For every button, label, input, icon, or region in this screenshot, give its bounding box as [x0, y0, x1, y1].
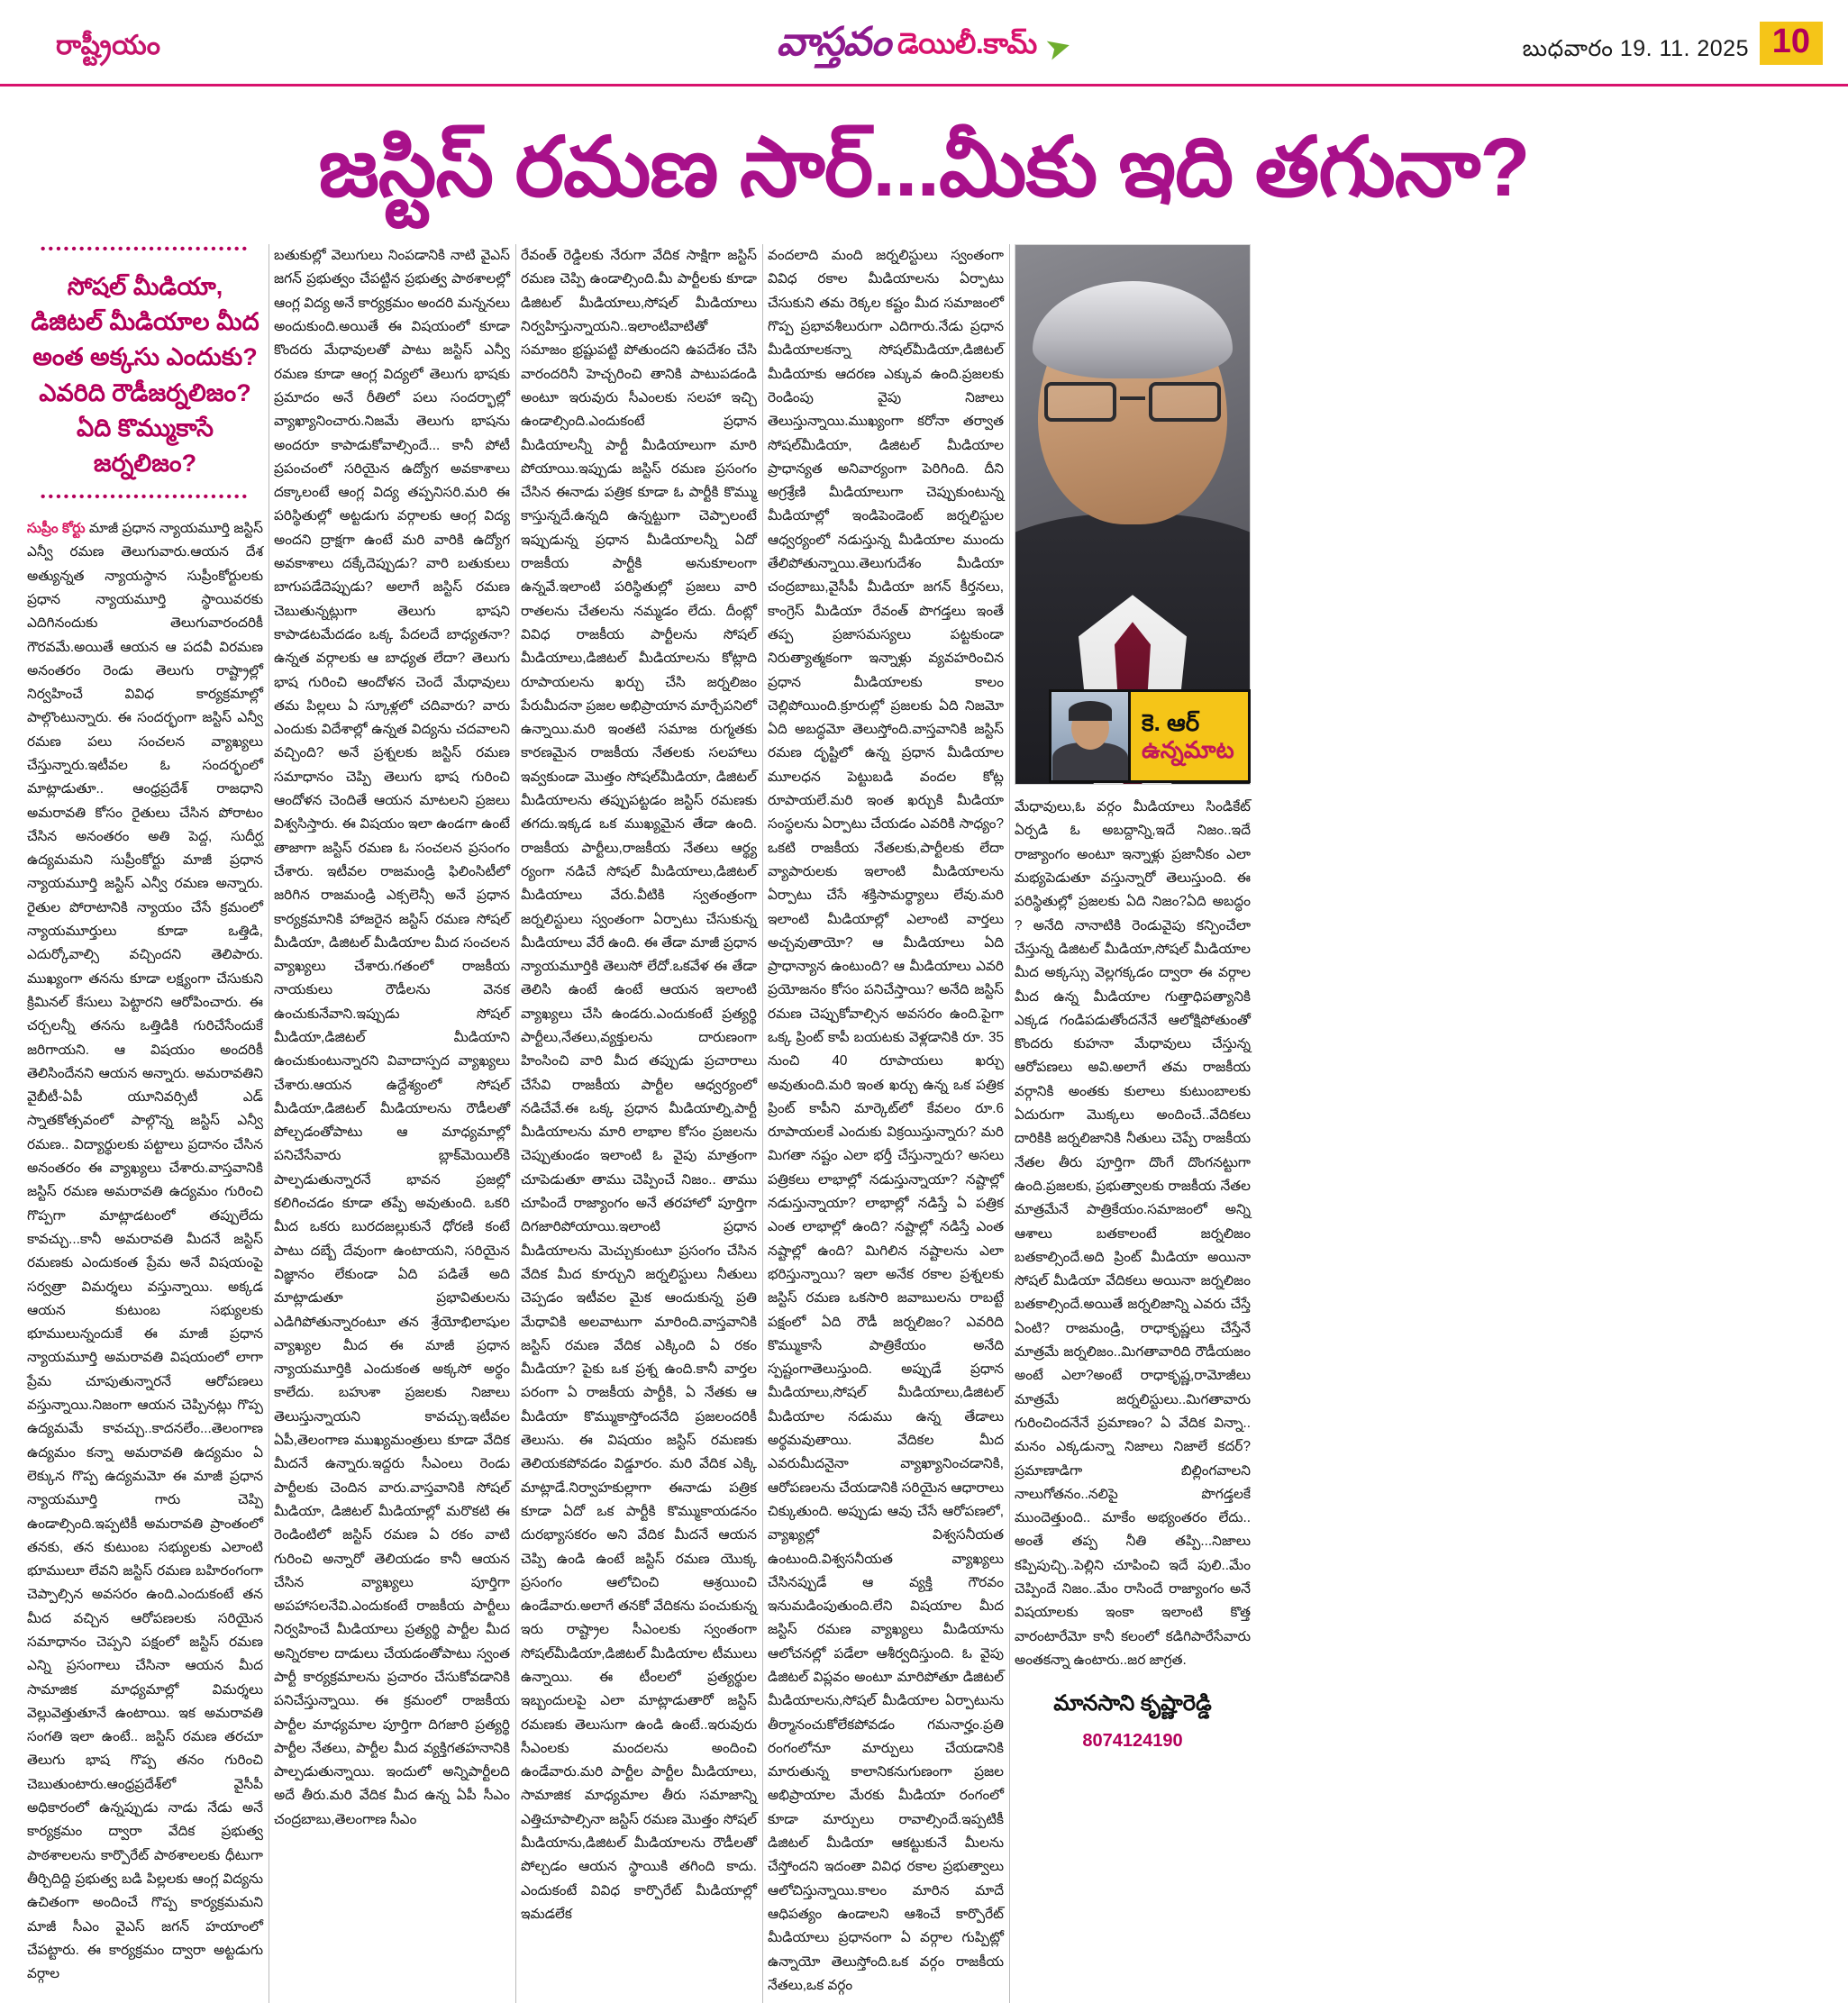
article-column-2 — [274, 244, 510, 2003]
column-1-text — [27, 517, 263, 1986]
portrait-figure — [1015, 244, 1251, 785]
column-divider-2 — [515, 244, 516, 2003]
deck-line-1: సోషల్ మీడియా, — [67, 273, 223, 301]
deck-dots-top: ••••••••••••••••••••••••••• — [40, 244, 250, 258]
column-3-body: రేవంత్ రెడ్డిలకు నేరుగా వేదిక సాక్షిగా జస్టిస్ రమణ చెప్పి ఉండాల్సింది.మీ పార్టీలకు కూడా డిజిటల్ మీడియాలు,సోషల్ మీడియాలు నిర్వహిస్తున్నాయని..ఇలాంటివాటితో సమాజం భ్రష్టుపట్టి పోతుందని ఉపదేశం చేసి వారందరినీ హెచ్చరించి తానికి పాటుపడండి అంటూ ఇరువురు సీఎంలకు సలహా ఇచ్చి ఉండాల్సింది.ఎందుకంటే ప్రధాన మీడియాలన్నీ పార్టీ మీడియాలుగా మారి పోయాయి.ఇప్పుడు జస్టిస్ రమణ ప్రసంగం చేసిన ఈనాడు పత్రిక కూడా ఓ పార్టీకి కొమ్ము కాస్తున్నదే.ఉన్నది ఉన్నట్టుగా చెప్పాలంటే ఇప్పుడున్న ప్రధాన మీడియాలన్నీ ఏదో రాజకీయ పార్టీకి అనుకూలంగా ఉన్నవే.ఇలాంటి పరిస్థితుల్లో ప్రజలు వారి రాతలను చేతలను నమ్మడం లేదు. దీంట్లో వివిధ రాజకీయ పార్టీలను సోషల్ మీడియాలు,డిజిటల్ మీడియాలను కోట్లాది రూపాయలను ఖర్చు చేసి జర్నలిజం పేరుమీదనా ప్రజల అభిప్రాయాన మార్చేపనిలో ఉన్నాయి.మరి ఇంతటి సమాజ రుగ్మతకు కారణమైన రాజకీయ నేతలకు సలహాలు ఇవ్వకుండా మొత్తం సోషల్‌మీడియా, డిజిటల్ మీడియాలను తప్పుపట్టడం జస్టిస్ రమణకు తగదు.ఇక్కడ ఒక ముఖ్యమైన తేడా ఉంది. రాజకీయ పార్టీలు,రాజకీయ నేతలు ఆర్థ్య ర్యంగా నడిచే సోషల్ మీడియాలు,డిజిటల్ మీడియాలు వేరు.వీటికి స్వతంత్రంగా జర్నలిస్టులు స్వంతంగా ఏర్పాటు చేసుకున్న మీడియాలు వేరే ఉంది. ఈ తేడా మాజీ ప్రధాన న్యాయమూర్తికి తెలుసో లేదో.ఒకవేళ ఈ తేడా తెలిసి ఉంటే ఉంటే ఆయన ఇలాంటి వ్యాఖ్యలు చేసి ఉండరు.ఎందుకంటే ప్రత్యర్థి పార్టీలు,నేతలు,వ్యక్తులను దారుణంగా హింసించి వారి మీద తప్పుడు ప్రచారాలు చేసేవి రాజకీయ పార్టీల ఆధ్వర్యంలో నడిచేవే.ఈ ఒక్క ప్రధాన మీడియాల్ని,పార్టీ మీడియాలను మారి లాభాల కోసం ప్రజలను చెప్పుతుండం ఇలాంటి ఓ వైపు మాత్రంగా చూపెడుతూ తాము చెప్పించే నిజం.. తాము చూపిందే రాజ్యాంగం అనే తరహాలో పూర్తిగా దిగజారిపోయాయి.ఇలాంటి ప్రధాన మీడియాలను మెచ్చుకుంటూ ప్రసంగం చేసిన వేదిక మీద కూర్చుని జర్నలిస్టులు నీతులు చెప్పడం ఇటీవల మైక ఆందుకున్న ప్రతి మేధావికి అలవాటుగా మారింది.వాస్తవానికి జస్టిస్ రమణ వేదిక ఎక్కింది ఏ రకం మీడియా? పైకు ఒక ప్రశ్న ఉంది.కానీ వార్తల పరంగా ఏ రాజకీయ పార్టీకి, ఏ నేతకు ఆ మీడియా కొమ్ముకాస్తోందనేది ప్రజలందరికీ తెలుసు. ఈ విషయం జస్టిస్ రమణకు తెలియకపోవడం విడ్డూరం. మరి వేదిక ఎక్కి మాట్లాడే.నిర్వాహకుల్లాగా ఈనాడు పత్రిక కూడా ఏదో ఒక పార్టీకి కొమ్ముకాయడనం దురభ్యాసకరం అని వేదిక మీదనే ఆయన చెప్పి ఉండి ఉంటే జస్టిస్ రమణ యొక్క ప్రసంగం ఆలోచించి ఆశ్రయించి ఉండేవారు.అలాగే తనకో వేదికను పంచుకున్న ఇరు రాష్ట్రాల సీఎంలకు స్వంతంగా సోషల్‌మీడియా,డిజిటల్ మీడియాల టీములు ఉన్నాయి. ఈ టీంలలో ప్రత్యర్థుల ఇబ్బందులపై ఎలా మాట్లాడుతారో జస్టిస్ రమణకు తెలుసుగా ఉండి ఉంటే..ఇరువురు సీఎంలకు మందలను అందించి ఉండేవారు.మరి పార్టీల పార్టీల మీడియాలు, సామాజిక మాధ్యమాల తీరు సమాజాన్ని ఎత్తిచూపాల్సినా జస్టిస్ రమణ మొత్తం సోషల్ మీడియాను,డిజిటల్ మీడియాలను రౌడీలతో పోల్చడం ఆయన స్థాయికి తగింది కాదు. ఎందుకంటే వివిధ కార్పొరేట్ మీడియాల్లో ఇమడలేక — [521, 248, 757, 1922]
deck-line-4: ఎవరిది రౌడీజర్నలిజం? — [39, 378, 251, 406]
column-5-body: మేధావులు,ఓ వర్గం మీడియాలు సిండికేట్ ఏర్పడి ఓ అబద్దాన్ని,ఇదే నిజం..ఇదే రాజ్యాంగం అంటూ ఇన్నాళ్లు ప్రజానీకం ఎలా మభ్యపెడుతూ వస్తున్నారో తెలుస్తుంది. ఈ పరిస్థితుల్లో ప్రజలకు ఏది నిజం?ఏది అబద్ధం ? అనేది నానాటికి రెండువైపు కన్పించేలా చేస్తున్న డిజిటల్ మీడియా,సోషల్ మీడియాల మీద అక్కస్సు వెల్లగక్కడం ద్వారా ఈ వర్గాల మీద ఉన్న మీడియాల గుత్తాధిపత్యానికి ఎక్కడ గండిపడుతోందనేనే ఆలోక్షిపోతుంతో కొందరు కుహనా మేధావులు చేస్తున్న ఆరోపణలు అవి.అలాగే తమ రాజకీయ వర్గానికి అంతకు కులాలు కుటుంబాలకు ఏదురుగా మొక్కలు అందించే..వేదికలు దారికికి జర్నలిజానికి నీతులు చెప్పే రాజకీయ నేతల తీరు పూర్తిగా దొంగే దొంగనట్టుగా ఉంది.ప్రజలకు, ప్రభుత్వాలకు రాజకీయ నేతల మాత్రమేనే పాత్రికేయం.సమాజంలో అన్ని ఆశాలు బతకాలంటే జర్నలిజం బతకాల్సిందే.అది ప్రింట్ మీడియా అయినా సోషల్ మీడియా వేదికలు అయినా జర్నలిజం బతకాల్సిందే.అయితే జర్నలిజాన్ని ఎవరు చేస్తే ఏంటి? రాజమండ్రి, రాధాకృష్ణలు చేస్తేనే మాత్రమే జర్నలిజం..మిగతావారిది రౌడీయజం అంటే ఎలా?అంటే రాధాకృష్ణ,రామోజీలు మాత్రమే జర్నలిస్టులు..మిగతావారు గురించిందనేనే ప్రమాణం? ఏ వేదిక విన్నా.. మనం ఎక్కడున్నా నిజాలు నిజాలే కదర్? ప్రమాణాడిగా బిల్లింగవాలని నాలుగోతనం..నలిపై పొగడ్తలకే ముందెత్తుంది.. మాకేం అభ్యంతరం లేదు.. అంతే తప్ప నీతి తప్పి...నిజాలు కప్పిపుచ్చి..పెల్లిని చూపించి ఇదే పులి..మేం చెప్పిందే నిజం..మేం రాసిందే రాజ్యాంగం అనే విషయాలకు ఇంకా ఇలాంటి కొత్త వారంటారేమో కానీ కలంలో కడిగిపారేసేవారు అంతకన్నా ఉంటారు..జర జాగ్రత. — [1015, 799, 1251, 1668]
columnist-avatar — [1051, 692, 1131, 780]
bird-icon: ➤ — [1042, 27, 1076, 68]
author-signoff — [1015, 1685, 1251, 1757]
masthead — [0, 0, 1848, 86]
page-number: 10 — [1760, 22, 1823, 65]
columnist-badge-subtitle: ఉన్నమాట — [1142, 736, 1234, 764]
author-phone: 8074124190 — [1082, 1731, 1183, 1752]
avatar-hair — [1069, 701, 1112, 721]
glasses-icon — [1044, 382, 1221, 422]
site-logo[interactable] — [776, 20, 1076, 75]
logo-secondary-text: డెయిలీ.కామ్ — [897, 27, 1037, 59]
columnist-badge-name: కె. ఆర్ — [1142, 708, 1200, 736]
page-title: జస్టిస్ రమణ సార్...మీకు ఇది తగునా? — [318, 122, 1530, 214]
article-column-1 — [27, 244, 263, 2003]
article-body — [0, 228, 1848, 2003]
columnist-badge — [1049, 689, 1251, 783]
article-column-4 — [768, 244, 1004, 2003]
author-name: మానసాని కృష్ణారెడ్డి — [1053, 1691, 1212, 1716]
article-deck — [27, 269, 263, 481]
publication-date: బుధవారం 19. 11. 2025 — [1522, 36, 1749, 61]
columnist-badge-text — [1131, 692, 1248, 780]
column-divider-4 — [1009, 244, 1010, 2003]
article-column-5 — [1015, 244, 1251, 2003]
glasses-left-lens — [1044, 382, 1116, 422]
column-divider-3 — [762, 244, 763, 2003]
deck-line-2: డిజిటల్ మీడియాల మీద — [31, 308, 259, 336]
masthead-section: రాష్ట్రీయం — [56, 31, 161, 60]
column-1-body: మాజీ ప్రధాన న్యాయమూర్తి జస్టిస్ ఎన్వీ రమణ తెలుగువారు.ఆయన దేశ అత్యున్నత న్యాయస్థాన సుప్రీంకోర్టులకు ప్రధాన న్యాయమూర్తి స్థాయివరకు ఎదిగినందుకు తెలుగువారందరికీ గౌరవమే.అయితే ఆయన ఆ పదవీ విరమణ అనంతరం రెండు తెలుగు రాష్ట్రాల్లో నిర్వహించే వివిధ కార్యక్రమాల్లో పాల్గొంటున్నారు. ఈ సందర్భంగా జస్టిస్ ఎన్వీ రమణ పలు సంచలన వ్యాఖ్యలు చేస్తున్నారు.ఇటీవల ఓ సందర్భంలో మాట్లాడుతూ.. ఆంధ్రప్రదేశ్ రాజధాని అమరావతి కోసం రైతులు చేసిన పోరాటం చేసిన అనంతరం అతి పెద్ద, సుదీర్ఘ ఉద్యమమని సుప్రీంకోర్టు మాజీ ప్రధాన న్యాయమూర్తి జస్టిస్ ఎన్వీ రమణ అన్నారు. రైతుల పోరాటానికి న్యాయం చేసే క్రమంలో న్యాయమూర్తులు కూడా ఒత్తిడి, ఎదుర్కోవాల్సి వచ్చిందని తెలిపారు. ముఖ్యంగా తనను కూడా లక్ష్యంగా చేసుకుని క్రిమినల్ కేసులు పెట్టారని ఆరోపించారు. ఈ చర్చలన్నీ తనను ఒత్తిడికి గురిచేసేందుకే జరిగాయని. ఆ విష‌యం అందరికీ తెలిసిందేనని ఆయన అన్నారు. అమరావతిని వైబీటీ-ఏపీ యూనివర్సిటీ ఎడ్ స్నాతకోత్సవంలో పాల్గొన్న జస్టిస్ ఎన్వీ రమణ.. విద్యార్థులకు పట్టాలు ప్రదానం చేసిన అనంతరం ఈ వ్యాఖ్యలు చేశారు.వాస్తవానికి జస్టిస్ రమణ అమరావతి ఉద్యమం గురించి గొప్పగా మాట్లాడటంలో తప్పులేదు కావచ్చు...కానీ అమరావతి మీదనే జస్టిస్ రమణకు ఎందుకంత ప్రేమ అనే విషయంపై సర్వత్రా విమర్శలు వస్తున్నాయి. అక్కడ ఆయన కుటుంబ సభ్యులకు భూములున్నందుకే ఈ మాజీ ప్రధాన న్యాయమూర్తి అమరావతి విషయంలో లాగా ప్రేమ చూపుతున్నారనే ఆరోపణలు వస్తున్నాయి.నిజంగా ఆయన చెప్పినట్లు గొప్ప ఉద్యమమే కావచ్చు..కాదనలేం...తెలంగాణ ఉద్యమం కన్నా అమరావతి ఉద్యమం ఏ లెక్కున గొప్ప ఉద్యమమో ఈ మాజీ ప్రధాన న్యాయమూర్తి గారు చెప్పి ఉండాల్సింది.ఇప్పటికీ అమరావతి ప్రాంతంలో తనకు, తన కుటుంబ సభ్యులకు ఎలాంటి భూములూ లేవని జస్టిస్ రమణ బహిరంగంగా చెప్పాల్సిన అవసరం ఉంది.ఎందుకంటే తన మీద వచ్చిన ఆరోపణలకు సరియైన సమాధానం చెప్పని పక్షంలో జస్టిస్ రమణ ఎన్ని ప్రసంగాలు చేసినా ఆయన మీద సామాజిక మాధ్యమాల్లో విమర్శలు వెల్లువెత్తుతూనే ఉంటాయి. ఇక అమరావతి సంగతి ఇలా ఉంటే.. జస్టిస్ రమణ తరచూ తెలుగు భాష గొప్ప తనం గురించి చెబుతుంటారు.ఆంధ్రప్రదేశ్‌లో వైసీపీ అధికారంలో ఉన్నప్పుడు నాడు నేడు అనే కార్యక్రమం ద్వారా వేదిక ప్రభుత్వ పాఠశాలలను కార్పొరేట్ పాఠశాలలకు ధీటుగా తీర్చిదిద్ది ప్రభుత్వ బడి పిల్లలకు ఆంగ్ల విద్యను ఉచితంగా అందించే గొప్ప కార్యక్రమమని మాజీ సీఎం వైఎస్ జగన్ హయాంలో చేపట్టారు. ఈ కార్యక్రమం ద్వారా అట్టడుగు వర్గాల — [27, 521, 263, 1982]
deck-line-3: అంత అక్కసు ఎందుకు? — [32, 343, 258, 371]
article-column-3 — [521, 244, 757, 2003]
lead-in-text: సుప్రీం కోర్టు — [27, 521, 86, 537]
column-4-body: వందలాది మంది జర్నలిస్టులు స్వంతంగా వివిధ రకాల మీడియాలను ఏర్పాటు చేసుకుని తమ రెక్కల కష్టం మీద సమాజంలో గొప్ప ప్రభావశీలురుగా ఎదిగారు.నేడు ప్రధాన మీడియాలకన్నా సోషల్‌మీడియా,డిజిటల్ మీడియాకు ఆదరణ ఎక్కువ ఉంది.ప్రజలకు రెండింపు వైపు నిజాలు తెలుస్తున్నాయి.ముఖ్యంగా కరోనా తర్వాత సోషల్‌మీడియా, డిజిటల్ మీడియాల ప్రాధాన్యత అనివార్యంగా పెరిగింది. దీని అగ్రశ్రేణి మీడియాలుగా చెప్పుకుంటున్న మీడియాల్లో ఇండిపెండెంట్ జర్నలిస్టుల ఆధ్వర్యంలో నడుస్తున్న మీడియాల ముందు తేలిపోతున్నాయి.తెలుగుదేశం మీడియా చంద్రబాబు,వైసీపీ మీడియా జగన్ కీర్తనలు, కాంగ్రెస్ మీడియా రేవంత్ పొగడ్తలు ఇంతే తప్ప ప్రజాసమస్యలు పట్టకుండా నిరుత్యాత్మకంగా ఇన్నాళ్లు వ్యవహరించిన ప్రధాన మీడియాలకు కాలం చెల్లిపోయింది.క్రూరుల్లో ప్రజలకు ఏది నిజమో ఏది అబద్ధమో తెలుస్తోంది.వాస్తవానికి జస్టిస్ రమణ దృష్టిలో ఉన్న ప్రధాన మీడియాల మూలధన పెట్టుబడి వందల కోట్ల రూపాయలే.మరి ఇంత ఖర్చుకి మీడియా సంస్థలను ఏర్పాటు చేయడం ఎవరికి సాధ్యం? ఒకటి రాజకీయ నేతలకు,పార్టీలకు లేదా వ్యాపారులకు ఇలాంటి మీడియాలను ఏర్పాటు చేసే శక్తిసామర్థ్యాలు లేవు.మరి ఇలాంటి మీడియాల్లో ఎలాంటి వార్తలు అచ్చవుతాయో? ఆ మీడియాలు ఏది ప్రాధాన్యాన ఉంటుంది? ఆ మీడియాలు ఎవరి ప్రయోజనం కోసం పనిచేస్తాయి? అనేది జస్టిస్ రమణ చెప్పుకోవాల్సిన అవసరం ఉంది.పైగా ఒక్క ప్రింట్ కాపీ బయటకు వెళ్లడానికి రూ. 35 నుంచి 40 రూపాయలు ఖర్చు అవుతుంది.మరి ఇంత ఖర్చు ఉన్న ఒక పత్రిక ప్రింట్ కాపీని మార్కెట్‌లో కేవలం రూ.6 రూపాయలకే ఎందుకు విక్రయిస్తున్నారు? మరి మిగతా నష్టం ఎలా భర్తీ చేస్తున్నారు? అసలు పత్రికలు లాభాల్లో నడుస్తున్నాయా? నష్టాల్లో నడుస్తున్నాయా? లాభాల్లో నడిస్తే ఏ పత్రిక ఎంత లాభాల్లో ఉంది? నష్టాల్లో నడిస్తే ఎంత నష్టాల్లో ఉంది? మిగిలిన నష్టాలను ఎలా భరిస్తున్నాయి? ఇలా అనేక రకాల ప్రశ్నలకు జస్టిస్ రమణ ఒకసారి జవాబులను రాబట్టే పక్షంలో ఏది రౌడీ జర్నలిజం? ఎవరిది కొమ్ముకాసే పాత్రికేయం అనేది స్పష్టంగాతెలుస్తుంది. అప్పుడే ప్రధాన మీడియాలు,సోషల్ మీడియాలు,డిజిటల్ మీడియాల నడుము ఉన్న తేడాలు అర్థమవుతాయి. వేదికల మీద ఎవరుమీదనైనా వ్యాఖ్యానించడానికి, ఆరోపణలను చేయడానికి సరియైన ఆధారాలు చిక్కుతుంది. అప్పుడు ఆవు చేసే ఆరోపణలో, వ్యాఖ్యల్లో విశ్వసనీయత ఉంటుంది.విశ్వసనీయత వ్యాఖ్యలు చేసినప్పుడే ఆ వ్యక్తి గౌరవం ఇనుమడింపుతుంది.లేని విషయాల మీద జస్టిస్ రమణ వ్యాఖ్యలు మీడియాను ఆలోచనల్లో పడేలా ఆశీర్వదిస్తుంది. ఓ వైపు డిజిటల్ విప్లవం అంటూ మారిపోతూ డిజిటల్ మీడియాలను,సోషల్ మీడియాల ఏర్పాటును తీర్మానంచుకోలేకపోవడం గమనార్హం.ప్రతి రంగంలోనూ మార్పులు చేయడానికి మారుతున్న కాలానికనుగుణంగా ప్రజల అభిప్రాయాల మేరకు మీడియా రంగంలో కూడా మార్పులు రావాల్సిందే.ఇప్పటికీ డిజిటల్ మీడియా ఆకట్టుకునే మీలను చేస్తోందని ఇదంతా వివిధ రకాల ప్రభుత్వాలు ఆలోచిస్తున్నాయి.కాలం మారిన మాదే ఆధిపత్యం ఉండాలని ఆశించే కార్పొరేట్ మీడియాలు ప్రధానంగా ఏ వర్గాల గుప్పిట్లో ఉన్నాయో తెలుస్తోంది.ఒక వర్గం రాజకీయ నేతలు,ఒక వర్గం — [768, 248, 1004, 1993]
glasses-right-lens — [1149, 382, 1221, 422]
glasses-bridge — [1120, 396, 1145, 400]
deck-line-5: ఏది కొమ్ముకాసే జర్నలిజం? — [77, 414, 214, 477]
column-2-body: బతుకుల్లో వెలుగులు నింపడానికి నాటి వైఎస్ జగన్ ప్రభుత్వం చేపట్టిన ప్రభుత్వ పాఠశాలల్లో ఆంగ్ల విద్య అనే కార్యక్రమం అందరి మన్ననలు అందుకుంది.అయితే ఈ విషయంలో కూడా కొందరు మేధావులతో పాటు జస్టిస్ ఎన్వీ రమణ కూడా ఆంగ్ల విద్యలో తెలుగు భాషకు ప్రమాదం అనే రీతిలో పలు సందర్భాల్లో వ్యాఖ్యానించారు.నిజమే తెలుగు భాషను అందరూ కాపాడుకోవాల్సిందే... కానీ పోటీ ప్రపంచంలో సరియైన ఉద్యోగ అవకాశాలు దక్కాలంటే ఆంగ్ల విద్య తప్పనిసరి.మరి ఈ పరిస్థితుల్లో అట్టడుగు వర్గాలకు ఆంగ్ల విద్య అందని ద్రాక్షగా ఉంటే మరి వారికి ఉద్యోగ అవకాశాలు దక్కేదెప్పుడు? వారి బతుకులు బాగుపడేదెప్పుడు? అలాగే జస్టిస్ రమణ చెబుతున్నట్లుగా తెలుగు భాషని కాపాడటమేదడం ఒక్క పేదలదే బాధ్యతనా? ఉన్నత వర్గాలకు ఆ బాధ్యత లేదా? తెలుగు భాష గురించి ఆందోళన చెందే మేధావులు తమ పిల్లలు ఏ స్కూళ్లలో చదివారు? వారు ఎందుకు విదేశాల్లో ఉన్నత విద్యను చదవాలని వచ్చింది? అనే ప్రశ్నలకు జస్టిస్ రమణ సమాధానం చెప్పి తెలుగు భాష గురించి ఆందోళన చెందితే ఆయన మాటలని ప్రజలు విశ్వసిస్తారు. ఈ విషయం ఇలా ఉండగా ఉంటే తాజాగా జస్టిస్ రమణ ఓ సంచలన ప్రసంగం చేశారు. ఇటీవల రాజమండ్రి ఫిలింసిటీలో జరిగిన రాజమండ్రి ఎక్సలెన్సీ అనే ప్రధాన కార్యక్రమానికి హాజరైన జస్టిస్ రమణ సోషల్ మీడియా, డిజిటల్ మీడియాల మీద సంచలన వ్యాఖ్యలు చేశారు.గతంలో రాజకీయ నాయకులు రౌడీలను వెనక ఉంచుకునేవాని.ఇప్పుడు సోషల్ మీడియా,డిజిటల్ మీడియాని ఉంచుకుంటున్నారని వివాదాస్పద వ్యాఖ్యలు చేశారు.ఆయన ఉద్దేశ్యంలో సోషల్ మీడియా,డిజిటల్ మీడియాలను రౌడీలతో పోల్చడంతోపాటు ఆ మాధ్యమాల్లో పనిచేసేవారు బ్లాక్‌మెయిల్‌కి పాల్పడుతున్నారనే భావన ప్రజల్లో కలిగించడం కూడా తప్పే అవుతుంది. ఒకరి మీద ఒకరు బురదజల్లుకునే ధోరణి కంటే పాటు దబ్బే దేవుంగా ఉంటాయని, సరియైన విజ్ఞానం లేకుండా ఏది పడితే అది మాట్లాడుతూ ప్రభావితులను ఎడిగిపోతున్నారంటూ తన శ్రేయోభిలాషుల వ్యాఖ్యల మీద ఈ మాజీ ప్రధాన న్యాయమూర్తికి ఎందుకంత అక్కసో అర్థం కాలేదు. బహుశా ప్రజలకు నిజాలు తెలుస్తున్నాయని కావచ్చు.ఇటీవల ఏపీ,తెలంగాణ ముఖ్యమంత్రులు కూడా వేదిక మీదనే ఉన్నారు.ఇద్దరు సీఎంలు రెండు పార్టీలకు చెందిన వారు.వాస్తవానికి సోషల్ మీడియా, డిజిటల్ మీడియాల్లో మరొకటి ఈ రెండింటిలో జస్టిస్ రమణ ఏ రకం వాటి గురించి అన్నారో తెలియడం కానీ ఆయన చేసిన వ్యాఖ్యలు పూర్తిగా అపహాసలనేవి.ఎందుకంటే రాజకీయ పార్టీలు నిర్వహించే మీడియాలు ప్రత్యర్థి పార్టీల మీద అన్నిరకాల దాడులు చేయడంతోపాటు స్వంత పార్టీ కార్యక్రమాలను ప్రచారం చేసుకోవడానికి పనిచేస్తున్నాయి. ఈ క్రమంలో రాజకీయ పార్టీల మాధ్యమాల పూర్తిగా దిగజారి ప్రత్యర్థి పార్టీల నేతలు, పార్టీల మీద వ్యక్తిగతహనానికి పాల్పడుతున్నాయి. ఇందులో అన్నిపార్టీలది అదే తీరు.మరి వేదిక మీద ఉన్న ఏపీ సీఎం చంద్రబాబు,తెలంగాణ సీఎం — [274, 248, 510, 1827]
deck-dots-bottom: ••••••••••••••••••••••••••• — [40, 492, 250, 505]
logo-primary-text: వాస్తవం — [776, 20, 891, 64]
